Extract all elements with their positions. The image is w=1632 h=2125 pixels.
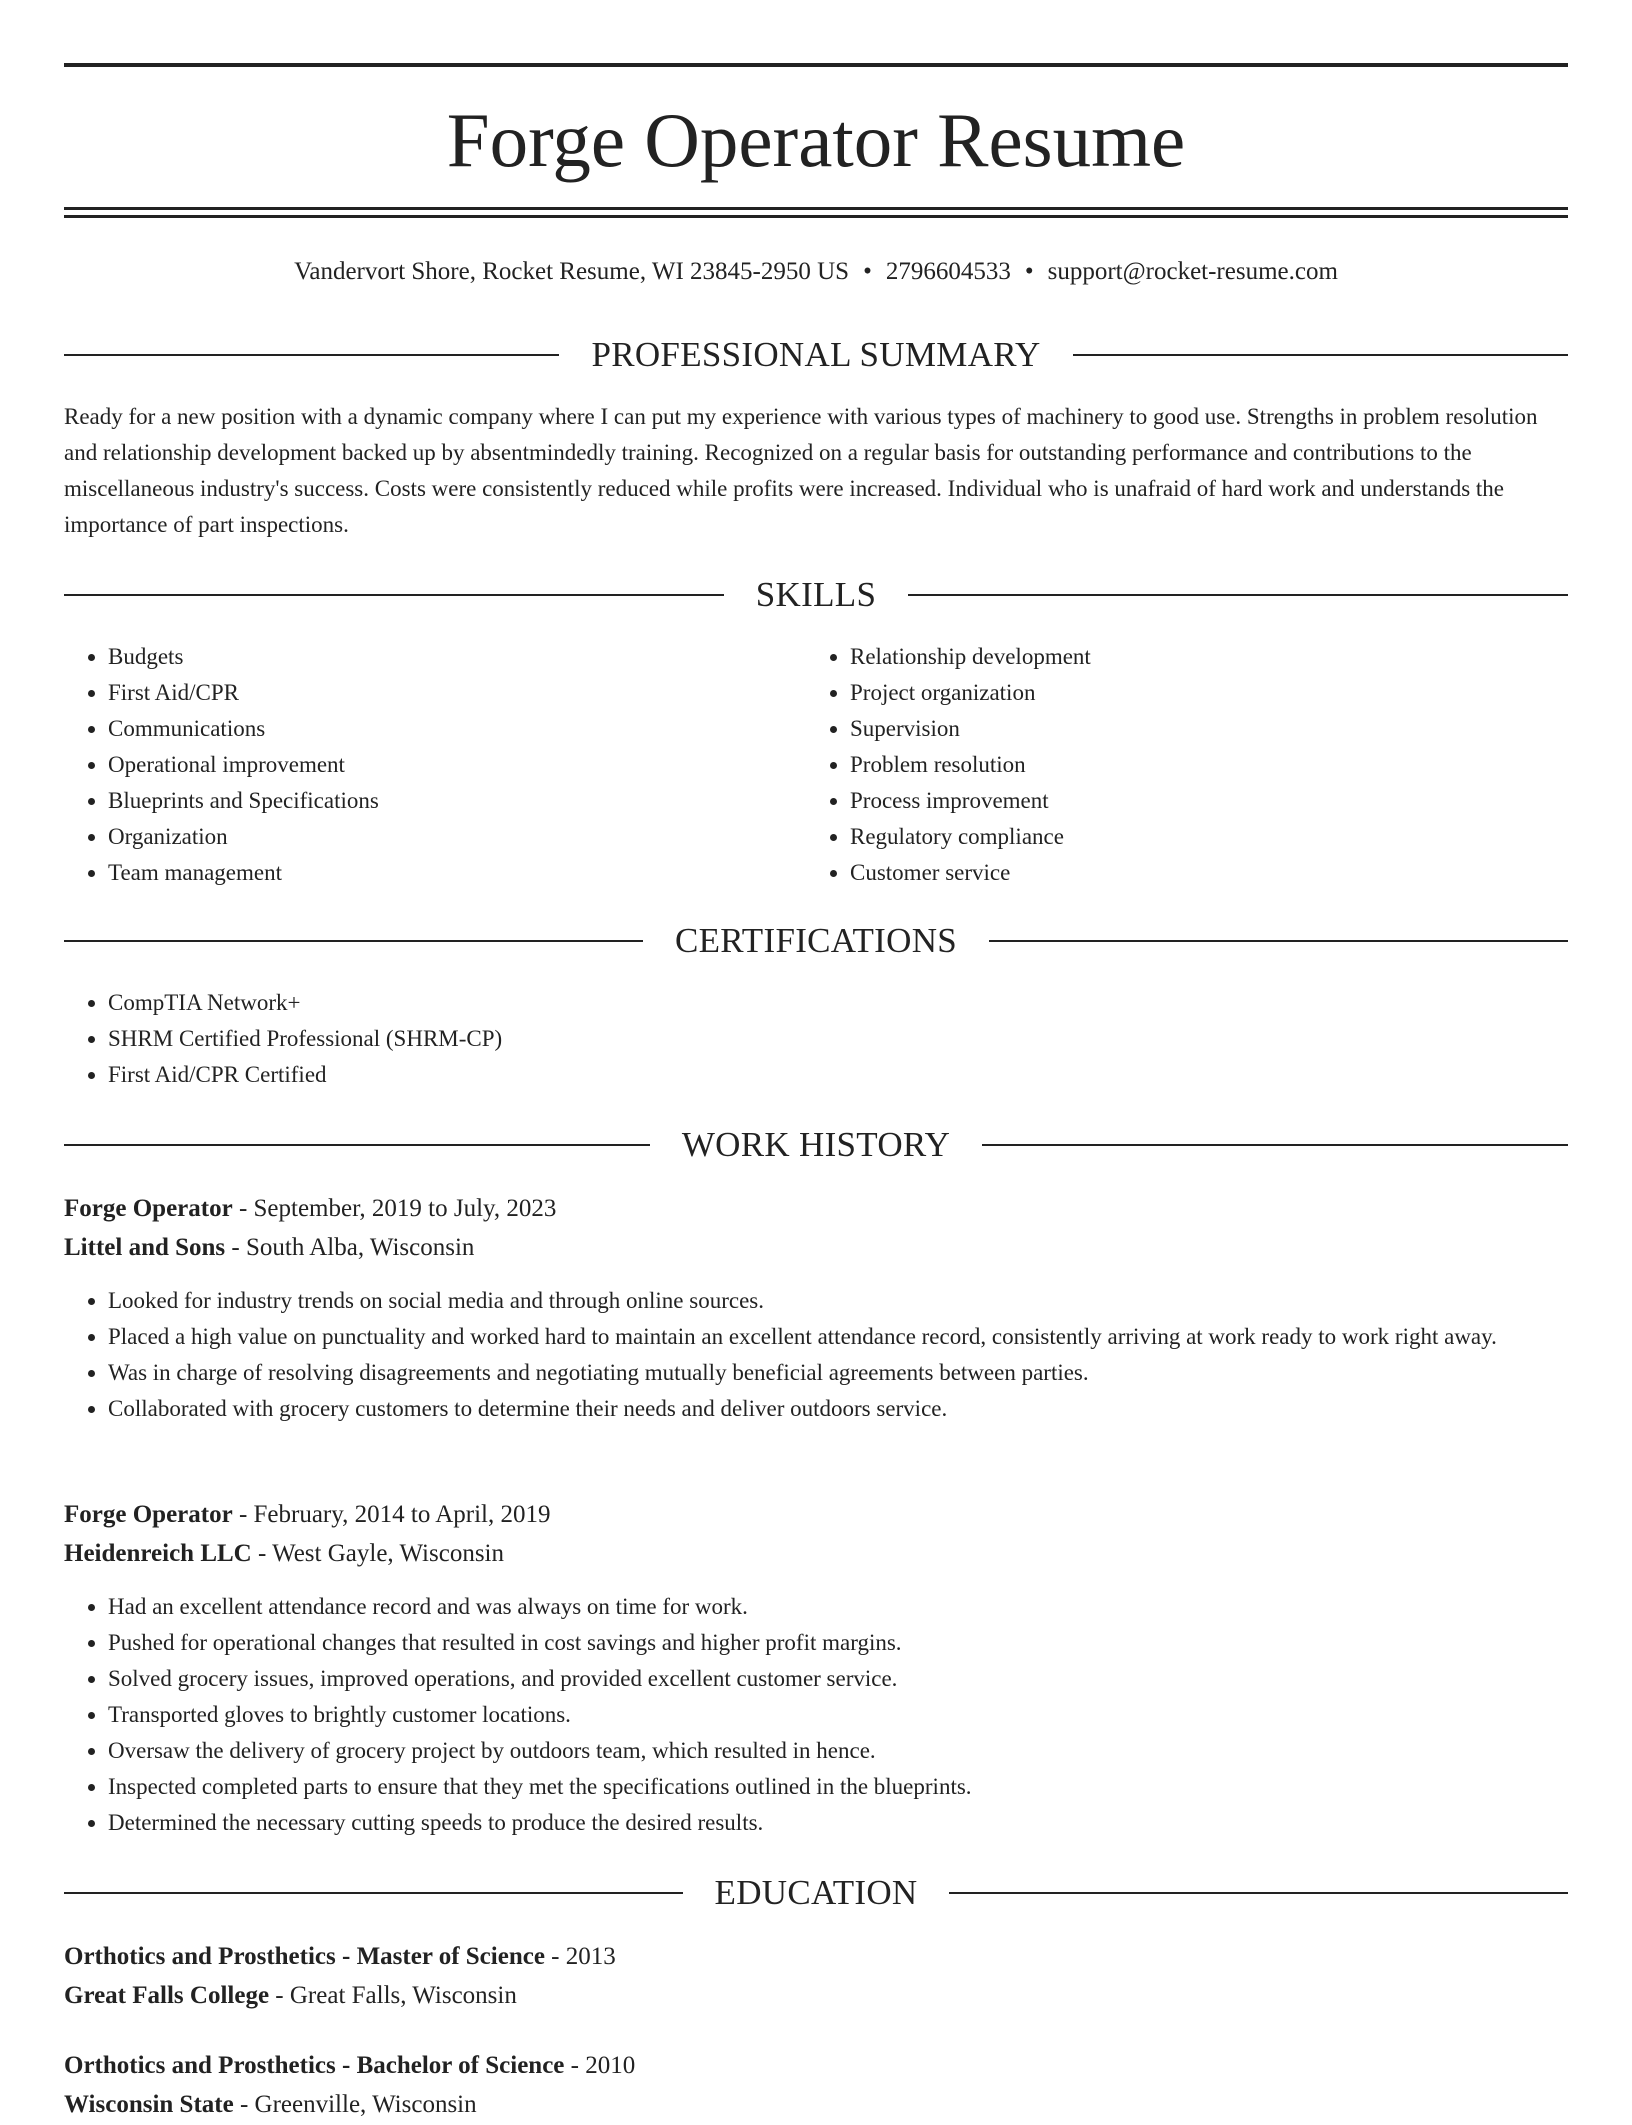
job-bullet: • Transported gloves to brightly customer locations.	[108, 1697, 1568, 1733]
job-bullet: • Was in charge of resolving disagreements and negotiating mutually beneficial agreements between parties.	[108, 1355, 1568, 1391]
education-location: - Greenville, Wisconsin	[239, 2091, 477, 2118]
skill-item: • Supervision	[850, 711, 1550, 747]
skill-item: • Problem resolution	[850, 747, 1550, 783]
contact-separator: •	[1024, 258, 1034, 285]
section-header-summary	[64, 333, 1568, 377]
job-bullets	[64, 1283, 1568, 1427]
education-year: - 2013	[551, 1943, 616, 1970]
certification-item: • CompTIA Network+	[108, 985, 1568, 1021]
skill-item: • First Aid/CPR	[108, 675, 808, 711]
job-bullets	[64, 1589, 1568, 1841]
section-rule-right	[989, 940, 1568, 942]
job-company-line	[64, 1228, 1568, 1268]
job-title-line	[64, 1189, 1568, 1229]
skill-item: • Project organization	[850, 675, 1550, 711]
section-header-certifications	[64, 919, 1568, 963]
job-bullet: • Looked for industry trends on social media and through online sources.	[108, 1283, 1568, 1319]
section-header-skills	[64, 573, 1568, 617]
skill-item: • Operational improvement	[108, 747, 808, 783]
skills-list-right	[806, 639, 1550, 891]
job-title: Forge Operator	[64, 1501, 233, 1528]
job-bullet: • Placed a high value on punctuality and worked hard to maintain an excellent attendance record, consistently arriving at work ready to work right away.	[108, 1319, 1568, 1355]
certifications-list	[64, 985, 1568, 1093]
section-rule-right	[949, 1892, 1568, 1894]
skill-item: • Relationship development	[850, 639, 1550, 675]
education-degree: Orthotics and Prosthetics - Bachelor of Science	[64, 2052, 565, 2079]
contact-phone: 2796604533	[885, 258, 1011, 285]
job-bullet: • Pushed for operational changes that resulted in cost savings and higher profit margins.	[108, 1625, 1568, 1661]
section-rule-left	[64, 1144, 650, 1146]
education-school-line	[64, 1976, 1568, 2016]
skill-item: • Process improvement	[850, 783, 1550, 819]
job-company: Heidenreich LLC	[64, 1540, 252, 1567]
education-school: Wisconsin State	[64, 2091, 234, 2118]
section-title-summary: PROFESSIONAL SUMMARY	[591, 335, 1041, 374]
job-location: - West Gayle, Wisconsin	[257, 1540, 505, 1567]
section-header-work-history	[64, 1123, 1568, 1167]
section-title-certifications: CERTIFICATIONS	[674, 921, 958, 960]
section-header-education	[64, 1871, 1568, 1915]
job-company: Littel and Sons	[64, 1234, 226, 1261]
section-rule-right	[908, 594, 1568, 596]
section-rule-left	[64, 940, 643, 942]
education-degree-line	[64, 1937, 1568, 1977]
job-title-line	[64, 1495, 1568, 1535]
job-bullet: • Determined the necessary cutting speeds to produce the desired results.	[108, 1805, 1568, 1841]
section-rule-right	[1073, 354, 1568, 356]
skills-list-left	[64, 639, 808, 891]
education-year: - 2010	[570, 2052, 636, 2079]
skill-item: • Organization	[108, 819, 808, 855]
contact-separator: •	[863, 258, 872, 285]
section-title-education: EDUCATION	[714, 1873, 918, 1912]
education-location: - Great Falls, Wisconsin	[275, 1982, 517, 2009]
job-dates: - September, 2019 to July, 2023	[238, 1195, 557, 1222]
header-top-rule	[64, 63, 1568, 67]
job-location: - South Alba, Wisconsin	[231, 1234, 475, 1261]
contact-line	[64, 252, 1568, 292]
header-double-rule-upper	[64, 207, 1568, 210]
contact-address: Vandervort Shore, Rocket Resume, WI 23845-2950 US	[294, 258, 850, 285]
job-bullet: • Solved grocery issues, improved operations, and provided excellent customer service.	[108, 1661, 1568, 1697]
education-degree: Orthotics and Prosthetics - Master of Science	[64, 1943, 545, 1970]
education-school-line	[64, 2085, 1568, 2125]
job-company-line	[64, 1534, 1568, 1574]
section-rule-left	[64, 594, 724, 596]
section-title-skills: SKILLS	[755, 575, 877, 614]
section-rule-left	[64, 1892, 683, 1894]
education-school: Great Falls College	[64, 1982, 270, 2009]
job-bullet: • Inspected completed parts to ensure that they met the specifications outlined in the blueprints.	[108, 1769, 1568, 1805]
job-dates: - February, 2014 to April, 2019	[238, 1501, 551, 1528]
education-degree-line	[64, 2046, 1568, 2086]
job-bullet: • Oversaw the delivery of grocery project by outdoors team, which resulted in hence.	[108, 1733, 1568, 1769]
skill-item: • Budgets	[108, 639, 808, 675]
skill-item: • Blueprints and Specifications	[108, 783, 808, 819]
job-title: Forge Operator	[64, 1195, 233, 1222]
certification-item: • First Aid/CPR Certified	[108, 1057, 1568, 1093]
contact-email: support@rocket-resume.com	[1047, 258, 1338, 285]
summary-paragraph: Ready for a new position with a dynamic company where I can put my experience with various types of machinery to good use. Strengths in problem resolution and relationship development backed up by absentmindedly training. Recognized on a regular basis for outstanding performance and contributions to the miscellaneous industry's success. Costs were consistently reduced while profits were increased. Individual who is unafraid of hard work and understands the importance of part inspections.	[64, 404, 1538, 537]
skill-item: • Team management	[108, 855, 808, 891]
job-bullet: • Collaborated with grocery customers to determine their needs and deliver outdoors service.	[108, 1391, 1568, 1427]
skill-item: • Customer service	[850, 855, 1550, 891]
section-rule-left	[64, 354, 559, 356]
header-double-rule-lower	[64, 215, 1568, 218]
skill-item: • Regulatory compliance	[850, 819, 1550, 855]
skill-item: • Communications	[108, 711, 808, 747]
section-title-work-history: WORK HISTORY	[681, 1125, 951, 1164]
resume-title: Forge Operator Resume	[446, 97, 1186, 183]
section-rule-right	[982, 1144, 1568, 1146]
certification-item: • SHRM Certified Professional (SHRM-CP)	[108, 1021, 1568, 1057]
job-bullet: • Had an excellent attendance record and was always on time for work.	[108, 1589, 1568, 1625]
